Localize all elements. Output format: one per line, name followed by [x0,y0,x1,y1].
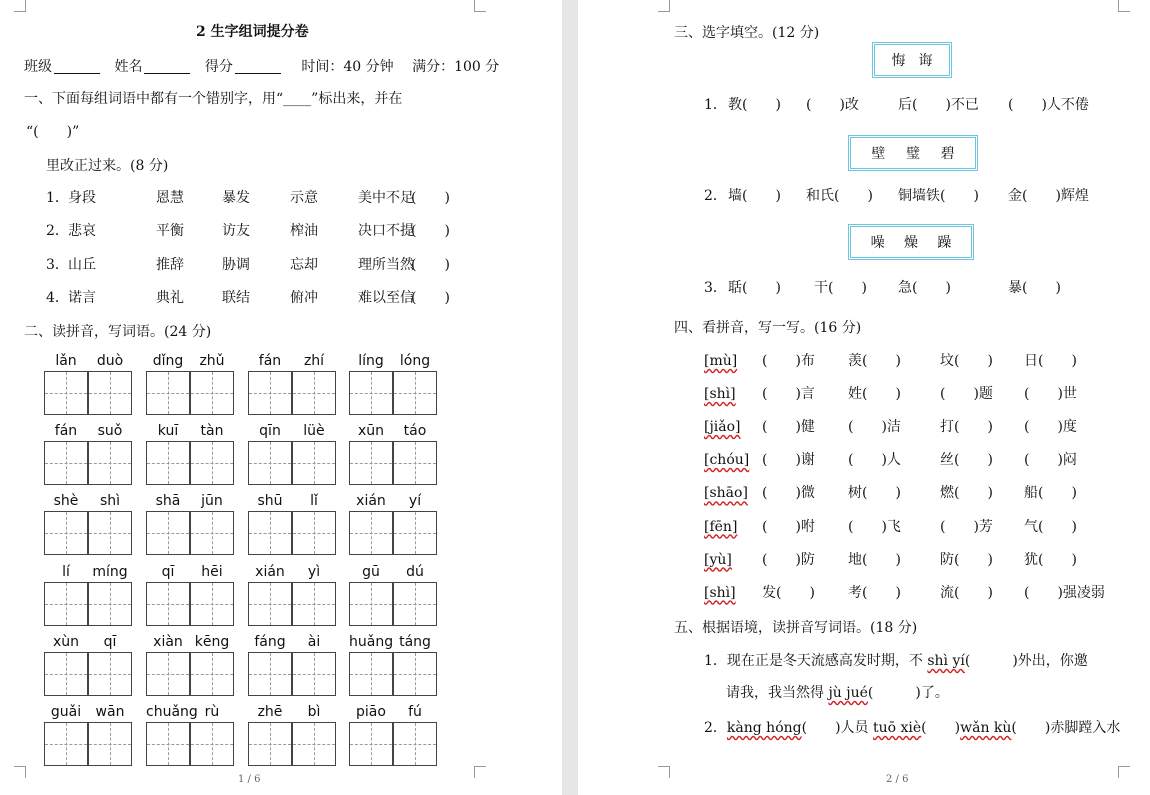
answer-blank[interactable]: ( ) [411,289,450,306]
writing-cell[interactable] [393,722,437,766]
fill-item[interactable]: ( )咐 [762,518,815,535]
pinyin-label: qī [161,563,175,580]
word: 山丘 [68,256,96,273]
fill-item[interactable]: 打( ) [940,419,993,436]
crop-mark [658,0,670,12]
pinyin-label: piāo [356,704,386,720]
writing-cell[interactable] [349,441,393,485]
fill-item[interactable]: 铜墙铁( ) [898,188,979,204]
writing-cell[interactable] [393,371,437,415]
writing-cell[interactable] [349,511,393,555]
pinyin-label: fán [258,353,282,369]
section4-heading: 四、看拼音，写一写。(16 分) [674,320,862,336]
section5-line3 [704,721,1120,735]
writing-cell[interactable] [190,441,234,485]
fill-item[interactable]: ( )强凌弱 [1024,584,1105,601]
info-line [24,60,499,74]
writing-cell[interactable] [292,371,336,415]
s5-pinyin: shì yí [927,653,965,669]
answer-blank[interactable]: ( ) [411,256,450,273]
pinyin-label: shì [99,493,121,510]
pinyin-label: lǎn [55,353,77,369]
pinyin-bracket: [shì] [704,386,736,403]
fill-item[interactable]: 坟( ) [940,353,993,369]
class-label: 班级 [24,59,52,75]
word: 难以至信 [358,289,414,306]
page-title: 2 生字组词提分卷 [196,24,309,40]
writing-cell[interactable] [88,371,132,415]
pinyin-label: dǐng [152,353,184,369]
pinyin-label: duò [96,353,124,369]
page-number: 2 / 6 [886,774,909,785]
pinyin-label: bì [307,704,321,720]
fill-item[interactable]: ( )谢 [762,452,815,469]
choice-char: 噪 [870,235,885,251]
word: 美中不足 [358,190,414,206]
word: 悲哀 [68,223,96,240]
writing-cell[interactable] [44,371,88,415]
writing-cell[interactable] [190,371,234,415]
question-number: 4． [46,289,69,306]
pinyin-label: fán [54,423,78,440]
pinyin-bracket: [shāo] [704,485,748,502]
name-label: 姓名 [114,59,143,75]
pinyin-label: yí [408,493,422,510]
crop-mark [474,0,486,12]
pinyin-label: xiàn [153,633,183,650]
pinyin-label: suǒ [97,423,123,440]
writing-cell[interactable] [88,652,132,696]
pinyin-bracket: [mù] [704,353,738,369]
fill-item[interactable]: 流( ) [940,584,993,601]
section1-heading-2: “( )” [26,124,80,140]
writing-cell[interactable] [44,511,88,555]
writing-cell[interactable] [248,722,292,766]
fill-item[interactable]: ( )飞 [848,518,901,535]
choice-char: 燥 [903,235,918,251]
pinyin-label: guǎi [50,704,82,720]
s5-text: 1．现在正是冬天流感高发时期，不 [704,653,928,669]
page-number: 1 / 6 [238,774,261,785]
s5-pinyin: kàng hóng [726,720,802,736]
writing-cell[interactable] [190,652,234,696]
pinyin-label: shū [257,493,283,510]
character-choice-box [848,135,978,171]
choice-char: 躁 [937,235,952,251]
fill-item[interactable]: 后( )不已 [898,97,979,113]
fill-item[interactable]: 干( ) [814,280,867,296]
question-number: 3． [704,280,727,296]
writing-cell[interactable] [393,582,437,626]
writing-cell[interactable] [349,722,393,766]
full-score-label: 满分：100 分 [412,59,500,75]
pinyin-bracket: [fēn] [704,518,738,535]
writing-cell[interactable] [292,722,336,766]
pinyin-label: wān [95,704,125,720]
writing-cell[interactable] [44,441,88,485]
choice-char: 璧 [905,146,920,162]
pinyin-label: táo [403,423,427,440]
fill-item[interactable]: 姓( ) [848,386,901,403]
section5-line2 [726,686,949,700]
writing-cell[interactable] [146,441,190,485]
page-1 [0,0,562,795]
pinyin-label: gū [362,563,380,580]
crop-mark [1118,766,1130,778]
fill-item[interactable]: 教( ) [728,97,781,113]
writing-cell[interactable] [44,582,88,626]
section1-heading: 一、下面每组词语中都有一个错别字，用“____”标出来，并在 [24,91,403,107]
pinyin-bracket: [jiǎo] [704,419,741,436]
word: 恩慧 [156,190,184,206]
writing-cell[interactable] [44,722,88,766]
word: 平衡 [156,223,184,240]
pinyin-bracket: [chóu] [704,452,750,469]
writing-cell[interactable] [190,582,234,626]
word: 暴发 [222,190,250,206]
writing-cell[interactable] [248,582,292,626]
writing-cell[interactable] [292,582,336,626]
fill-item[interactable]: ( )题 [940,386,993,403]
section3-heading: 三、选字填空。(12 分) [674,25,820,41]
question-number: 1． [704,97,727,113]
pinyin-bracket: [yù] [704,551,732,568]
pinyin-bracket: [shì] [704,584,736,601]
fill-item[interactable]: ( )洁 [848,419,901,436]
word: 访友 [222,223,250,240]
pinyin-label: jūn [201,493,223,510]
word: 理所当然 [358,256,414,273]
fill-item[interactable]: 墙( ) [728,188,781,204]
fill-item[interactable]: 聒( ) [728,280,781,296]
fill-item[interactable]: 和氏( ) [806,188,873,204]
writing-cell[interactable] [190,511,234,555]
s5-pinyin: wǎn kù [960,720,1012,736]
fill-item[interactable]: ( )言 [762,386,815,403]
pinyin-label: táng [399,633,431,650]
writing-cell[interactable] [393,511,437,555]
section5-line1 [704,654,1088,668]
fill-item[interactable]: 金( )辉煌 [1008,188,1089,204]
pinyin-label: yì [307,563,321,580]
pinyin-label: dú [406,563,424,580]
page-2 [578,0,1150,795]
pinyin-label: zhē [257,704,283,720]
writing-cell[interactable] [393,441,437,485]
writing-cell[interactable] [292,511,336,555]
writing-cell[interactable] [292,441,336,485]
fill-item[interactable]: ( )防 [762,551,815,568]
pinyin-label: lüè [303,423,325,440]
writing-cell[interactable] [146,371,190,415]
fill-item[interactable]: 丝( ) [940,452,993,469]
answer-blank[interactable]: ( ) [411,190,450,206]
writing-cell[interactable] [146,722,190,766]
fill-item[interactable]: 燃( ) [940,485,993,502]
word: 联结 [222,289,250,306]
pinyin-label: tàn [200,423,224,440]
s5-pinyin: jù jué [828,685,868,701]
pinyin-label: líng [358,353,384,369]
word: 忘却 [290,256,318,273]
fill-item[interactable]: 树( ) [848,485,901,502]
fill-item[interactable]: 气( ) [1024,518,1077,535]
writing-cell[interactable] [292,652,336,696]
section5-heading: 五、根据语境，读拼音写词语。(18 分) [674,620,918,636]
crop-mark [14,766,26,778]
word: 榨油 [290,223,318,240]
writing-cell[interactable] [349,371,393,415]
question-number: 3． [46,256,69,273]
writing-cell[interactable] [146,652,190,696]
fill-item[interactable]: ( )世 [1024,386,1077,403]
fill-item[interactable]: 急( ) [898,280,951,296]
pinyin-label: zhí [303,353,325,369]
word: 俯冲 [290,289,318,306]
writing-cell[interactable] [44,652,88,696]
question-number: 1． [46,190,69,206]
writing-cell[interactable] [248,371,292,415]
writing-cell[interactable] [248,652,292,696]
writing-cell[interactable] [349,582,393,626]
character-choice-box [872,42,952,78]
fill-item[interactable]: ( )芳 [940,518,993,535]
choice-char: 悔 [891,53,906,69]
pinyin-label: fú [408,704,422,720]
pinyin-label: xùn [52,633,80,650]
choice-char: 诲 [918,53,933,69]
pinyin-label: míng [92,563,128,580]
s5-text: ( )赤脚蹚入水 [1011,720,1121,736]
fill-item[interactable]: 考( ) [848,584,901,601]
time-label: 时间：40 分钟 [301,59,394,75]
pinyin-label: lóng [399,353,431,369]
name-blank[interactable] [144,60,190,74]
crop-mark [14,0,26,12]
word: 胁调 [222,256,250,273]
character-choice-box [848,224,974,260]
fill-item[interactable]: 发( ) [762,584,815,601]
crop-mark [658,766,670,778]
word: 诺言 [68,289,96,306]
score-blank[interactable] [235,60,281,74]
fill-item[interactable]: ( )人不倦 [1008,97,1089,113]
writing-cell[interactable] [393,652,437,696]
fill-item[interactable]: ( )闷 [1024,452,1077,469]
question-number: 2． [46,223,69,240]
section1-heading-3: 里改正过来。(8 分) [46,158,169,174]
writing-cell[interactable] [88,582,132,626]
word: 示意 [290,190,318,206]
writing-cell[interactable] [248,441,292,485]
fill-item[interactable]: ( )微 [762,485,815,502]
writing-cell[interactable] [88,722,132,766]
pinyin-label: qīn [259,423,281,440]
pinyin-label: kēng [194,633,230,650]
writing-cell[interactable] [349,652,393,696]
s5-text: 2． [704,720,727,736]
fill-item[interactable]: ( )布 [762,353,815,369]
writing-cell[interactable] [146,582,190,626]
crop-mark [474,766,486,778]
pinyin-label: huǎng [349,633,394,650]
s5-text: 请我，我当然得 [726,685,829,701]
fill-item[interactable]: 地( ) [848,551,901,568]
class-blank[interactable] [54,60,100,74]
s5-pinyin: tuō xiè [872,720,922,736]
writing-cell[interactable] [146,511,190,555]
section2-heading: 二、读拼音，写词语。(24 分) [24,324,212,340]
choice-char: 壁 [871,146,886,162]
pinyin-label: zhǔ [199,353,225,369]
fill-item[interactable]: ( )健 [762,419,815,436]
choice-char: 碧 [940,146,955,162]
fill-item[interactable]: 日( ) [1024,353,1077,369]
pinyin-label: hēi [201,563,223,580]
pinyin-label: ài [307,633,321,650]
s5-text: ( )人员 [801,720,873,736]
word: 推辞 [156,256,184,273]
writing-cell[interactable] [190,722,234,766]
writing-cell[interactable] [88,441,132,485]
word: 身段 [68,190,96,206]
fill-item[interactable]: 羡( ) [848,353,901,369]
fill-item[interactable]: 防( ) [940,551,993,568]
pinyin-label: rù [204,704,220,720]
s5-text: ( )了。 [867,685,949,701]
pinyin-label: chuǎng [146,704,198,720]
answer-blank[interactable]: ( ) [411,223,450,240]
fill-item[interactable]: ( )改 [806,97,859,113]
pinyin-label: shè [53,493,79,510]
crop-mark [1118,0,1130,12]
writing-cell[interactable] [248,511,292,555]
fill-item[interactable]: 犹( ) [1024,551,1077,568]
fill-item[interactable]: 暴( ) [1008,280,1061,296]
pinyin-label: xián [356,493,386,510]
writing-cell[interactable] [88,511,132,555]
pinyin-label: lí [62,563,70,580]
pinyin-label: qī [103,633,117,650]
pinyin-label: shā [155,493,181,510]
pinyin-label: lǐ [310,493,318,510]
fill-item[interactable]: ( )人 [848,452,901,469]
pinyin-label: xián [255,563,285,580]
s5-text: ( )外出，你邀 [964,653,1088,669]
s5-text: ( ) [921,720,961,736]
score-label: 得分 [204,59,233,75]
word: 典礼 [156,289,184,306]
fill-item[interactable]: 船( ) [1024,485,1077,502]
page-gap [562,0,578,795]
pinyin-label: xūn [357,423,385,440]
word: 决口不提 [358,223,414,240]
pinyin-label: kuī [157,423,179,440]
pinyin-label: fáng [254,633,286,650]
question-number: 2． [704,188,727,204]
fill-item[interactable]: ( )度 [1024,419,1077,436]
